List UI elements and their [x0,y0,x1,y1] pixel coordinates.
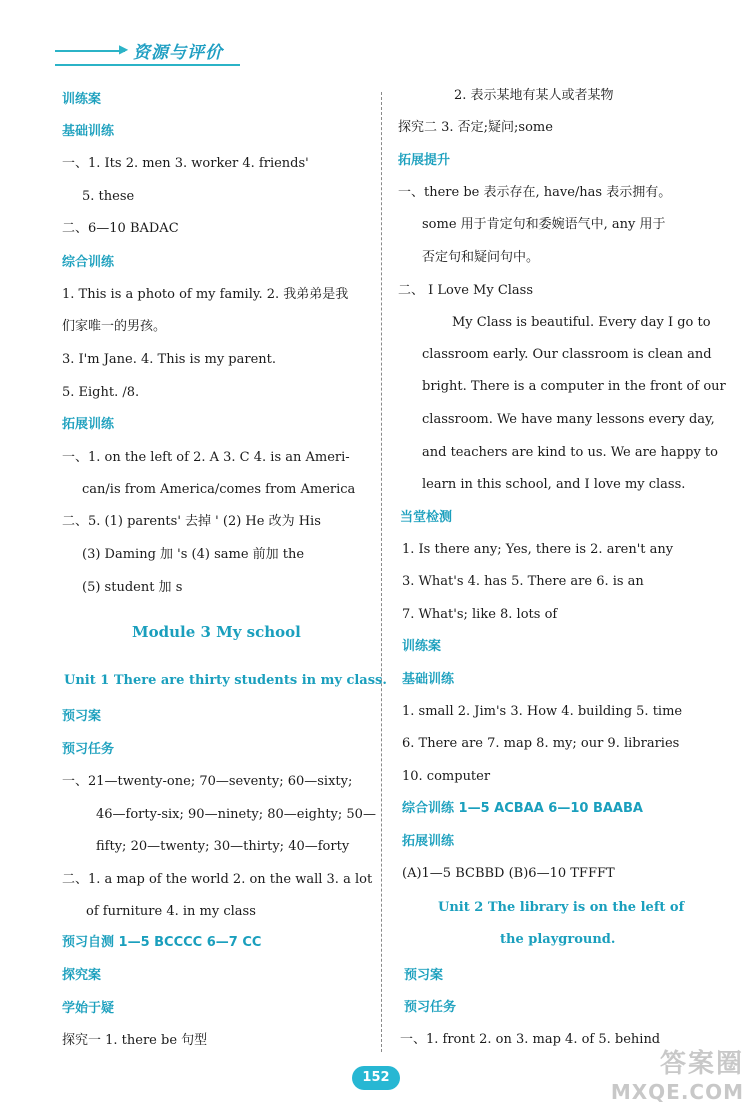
section-heading: 预习案 [404,968,444,983]
answer-line: 探究一 1. there be 句型 [62,1033,208,1048]
answer-line: 二、5. (1) parents' 去掉 ' (2) He 改为 His [62,514,321,529]
answer-line: 7. What's; like 8. lots of [402,607,558,622]
watermark-bottom: MXQE.COM [610,1080,744,1104]
answer-line: fifty; 20—twenty; 30—thirty; 40—forty [96,839,350,854]
section-heading: 预习任务 [62,742,115,757]
unit-title: Unit 1 There are thirty students in my class. [64,673,387,688]
header-underline [55,64,240,66]
page-header [55,38,255,68]
section-heading: 训练案 [402,639,442,654]
essay-line: bright. There is a computer in the front of our [422,379,726,394]
answer-line: 二、6—10 BADAC [62,221,179,236]
answer-line: can/is from America/comes from America [82,482,356,497]
section-heading: 综合训练 1—5 ACBAA 6—10 BAABA [402,801,643,816]
answer-line: (5) student 加 s [82,580,183,595]
page-number: 152 [352,1066,400,1090]
answer-line: some 用于肯定句和委婉语气中, any 用于 [422,217,666,232]
answer-line: 探究二 3. 否定;疑问;some [398,120,553,135]
answer-line: 10. computer [402,769,491,784]
answer-line: 1. Is there any; Yes, there is 2. aren't any [402,542,674,557]
module-title: Module 3 My school [132,623,301,641]
essay-line: classroom early. Our classroom is clean and [422,347,712,362]
answer-line: 3. What's 4. has 5. There are 6. is an [402,574,644,589]
answer-line: 3. I'm Jane. 4. This is my parent. [62,352,277,367]
answer-line: 一、1. front 2. on 3. map 4. of 5. behind [400,1032,661,1047]
answer-line: 1. small 2. Jim's 3. How 4. building 5. time [402,704,683,719]
unit-title: Unit 2 The library is on the left of [438,900,685,915]
essay-line: and teachers are kind to us. We are happy to [422,445,718,460]
section-heading: 学始于疑 [62,1001,115,1016]
answer-line: 5. Eight. /8. [62,385,140,400]
section-heading: 预习任务 [404,1000,457,1015]
watermark [611,1043,744,1104]
section-heading: 探究案 [62,968,102,983]
unit-title: the playground. [500,932,616,947]
answer-line: 们家唯一的男孩。 [62,319,167,334]
answer-line: 一、1. on the left of 2. A 3. C 4. is an Ameri- [62,450,350,465]
arrow-icon: ▶ [119,42,129,56]
answer-line: 一、21—twenty-one; 70—seventy; 60—sixty; [62,774,353,789]
section-heading: 拓展训练 [62,417,115,432]
essay-title: 二、 I Love My Class [398,283,534,298]
section-heading: 训练案 [62,92,102,107]
answer-line: 一、1. Its 2. men 3. worker 4. friends' [62,156,309,171]
section-heading: 拓展训练 [402,834,455,849]
answer-line: 否定句和疑问句中。 [422,250,540,265]
header-title: 资源与评价 [133,43,223,63]
answer-line: (3) Daming 加 's (4) same 前加 the [82,547,305,562]
answer-line: 一、there be 表示存在, have/has 表示拥有。 [398,185,672,200]
section-heading: 预习案 [62,709,102,724]
answer-line: of furniture 4. in my class [86,904,256,919]
answer-line: 1. This is a photo of my family. 2. 我弟弟是我 [62,287,349,302]
section-heading: 当堂检测 [400,510,453,525]
section-heading: 基础训练 [62,124,115,139]
essay-line: My Class is beautiful. Every day I go to [452,315,711,330]
section-heading: 拓展提升 [398,153,451,168]
answer-line: 二、1. a map of the world 2. on the wall 3. a lot [62,872,373,887]
header-line [55,50,125,52]
watermark-top: 答案圈 [659,1049,744,1079]
section-heading: 基础训练 [402,672,455,687]
answer-line: 6. There are 7. map 8. my; our 9. libraries [402,736,680,751]
answer-line: 5. these [82,189,135,204]
answer-line: 2. 表示某地有某人或者某物 [454,88,614,103]
section-heading: 预习自测 1—5 BCCCC 6—7 CC [62,935,262,950]
column-divider [381,92,382,1052]
answer-line: 46—forty-six; 90—ninety; 80—eighty; 50— [96,807,376,822]
answer-line: (A)1—5 BCBBD (B)6—10 TFFFT [402,866,615,881]
essay-line: classroom. We have many lessons every day, [422,412,715,427]
essay-line: learn in this school, and I love my class. [422,477,686,492]
section-heading: 综合训练 [62,255,115,270]
